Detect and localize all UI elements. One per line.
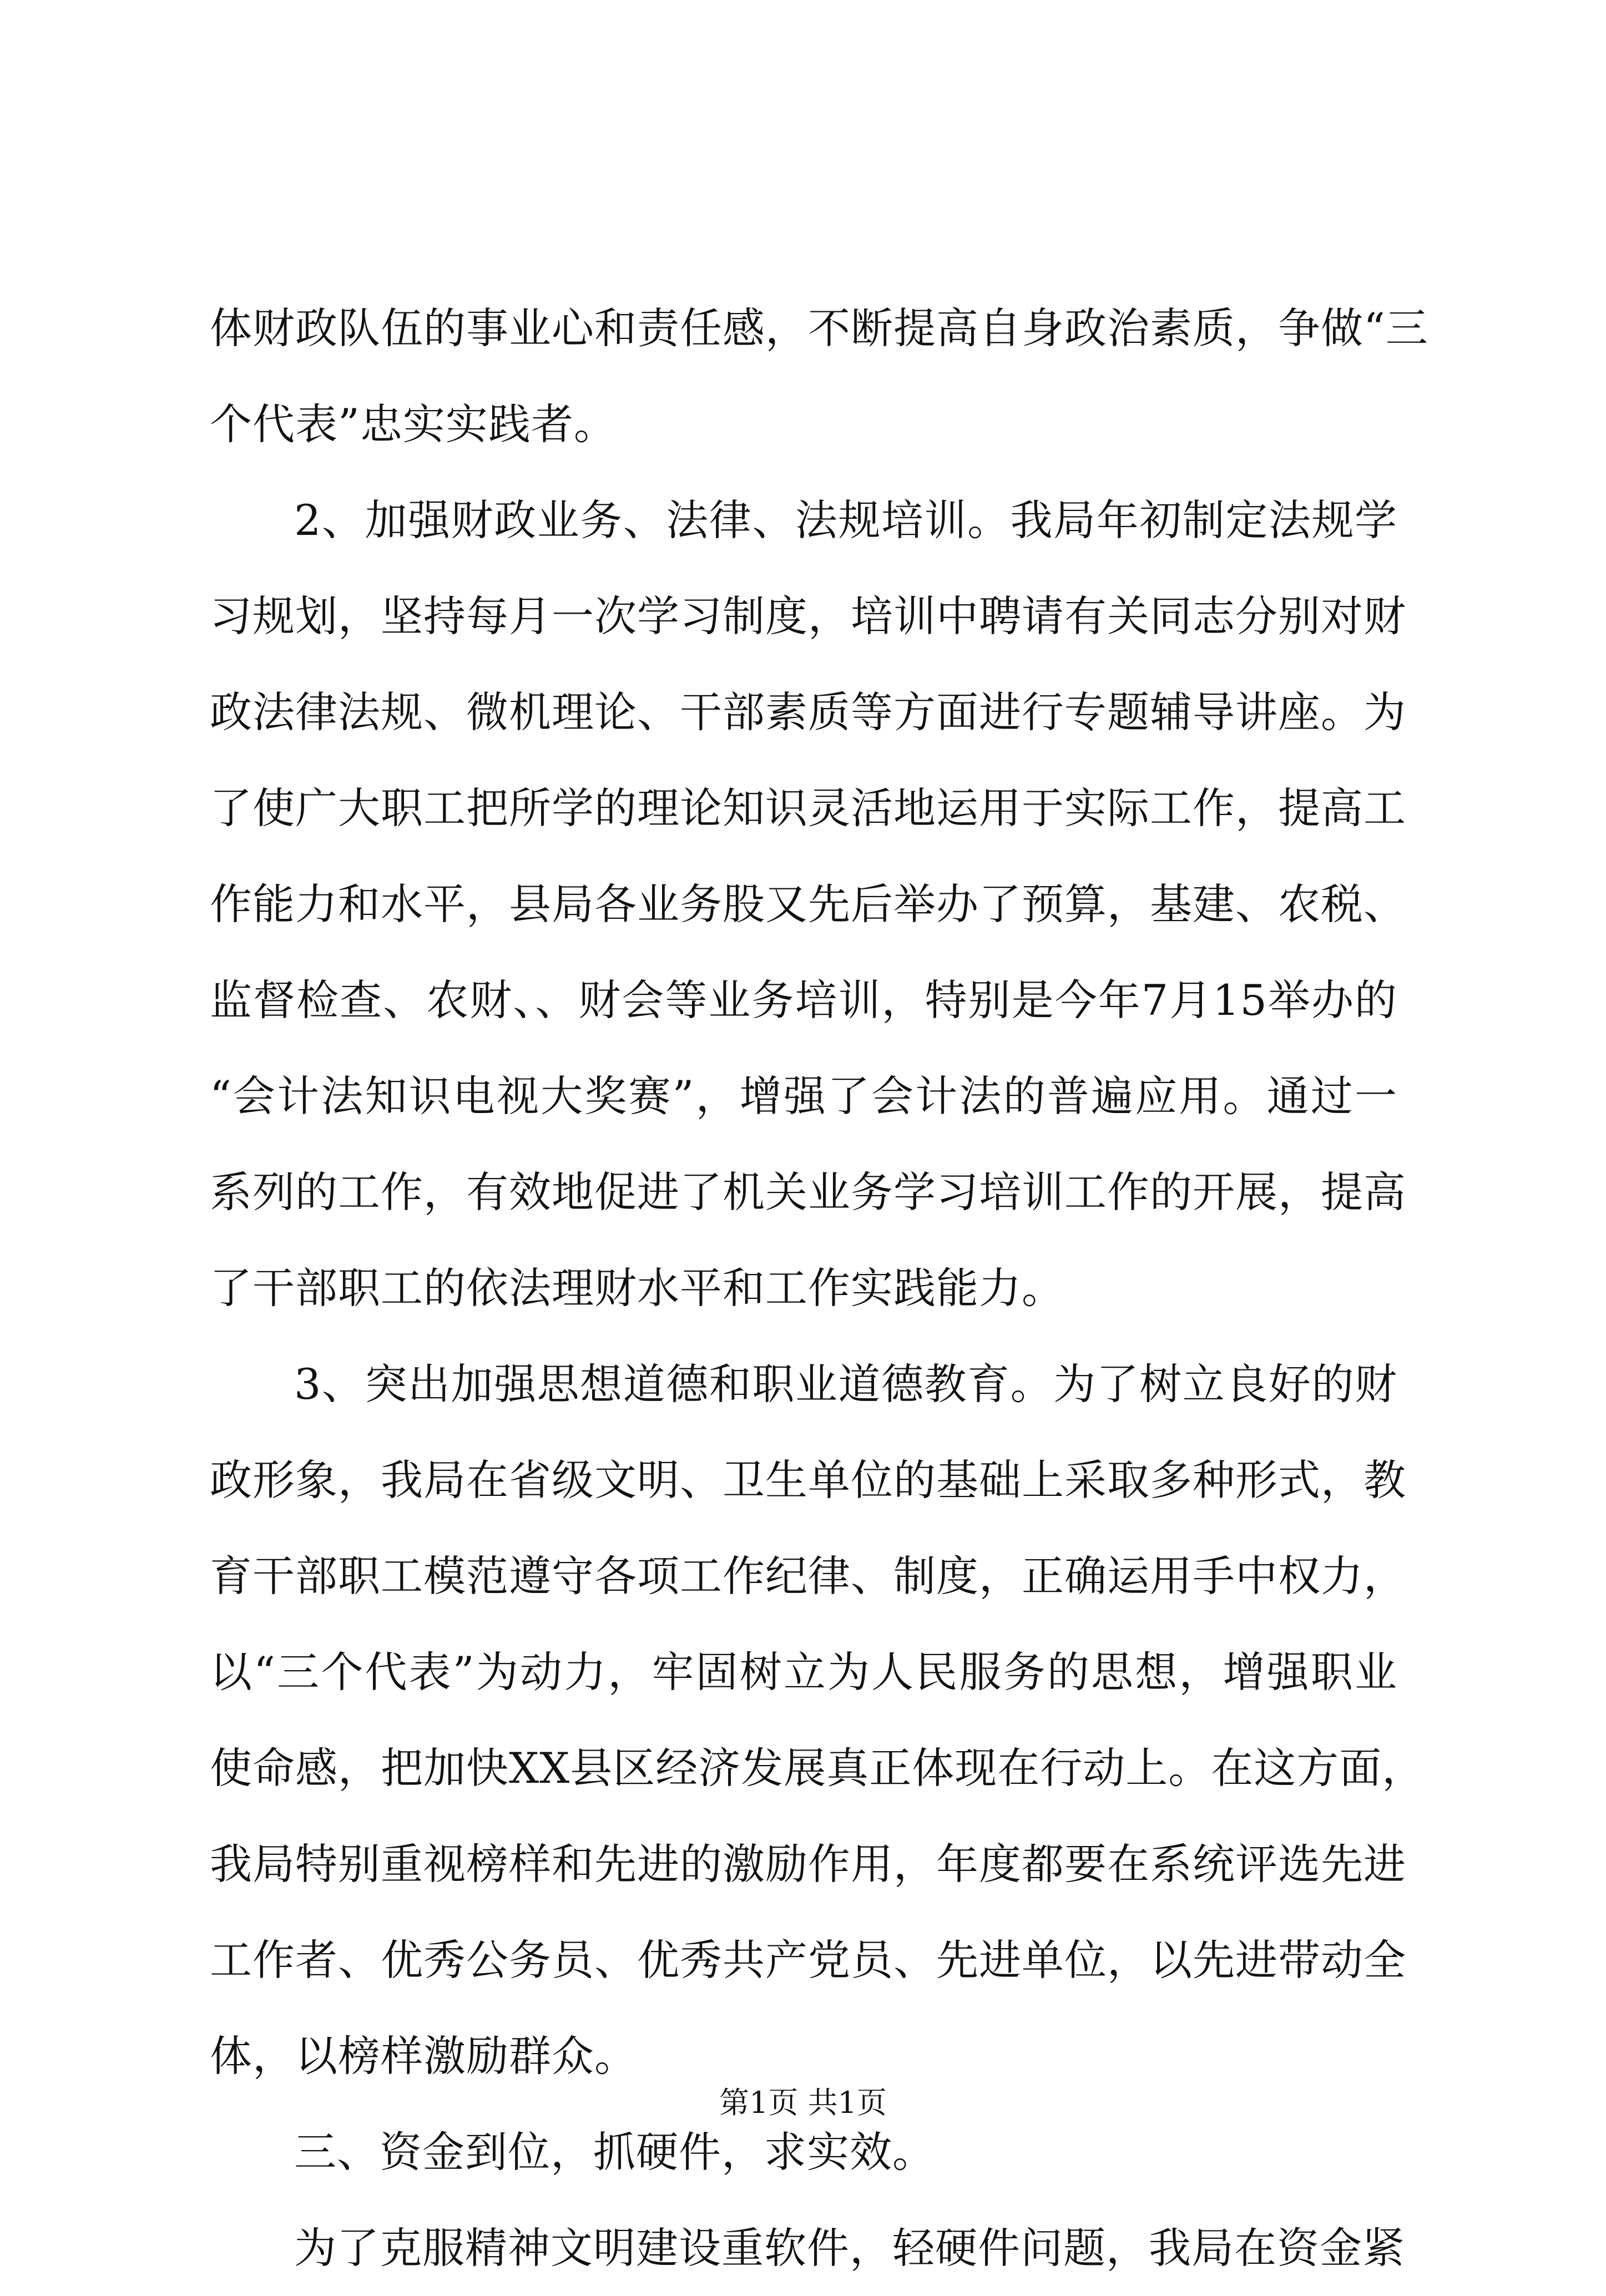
text-line: 使命感，把加快XX县区经济发展真正体现在行动上。在这方面， [210,1743,1425,1793]
text-line: 个代表”忠实实践者。 [210,399,617,449]
text-line: 育干部职工模范遵守各项工作纪律、制度，正确运用手中权力， [210,1551,1406,1601]
text-line: 习规划，坚持每月一次学习制度，培训中聘请有关同志分别对财 [210,591,1406,641]
paragraph-start-line: 3、突出加强思想道德和职业道德教育。为了树立良好的财 [294,1359,1397,1409]
paragraph-start-line: 2、加强财政业务、法律、法规培训。我局年初制定法规学 [294,495,1397,545]
text-line: 了使广大职工把所学的理论知识灵活地运用于实际工作，提高工 [210,783,1406,833]
text-line: 政法律法规、微机理论、干部素质等方面进行专题辅导讲座。为 [210,687,1406,737]
text-line: 监督检查、农财、、财会等业务培训，特别是今年7月15举办的 [210,975,1397,1025]
text-line: 了干部职工的依法理财水平和工作实践能力。 [210,1263,1064,1313]
text-line: 政形象，我局在省级文明、卫生单位的基础上采取多种形式，教 [210,1455,1406,1505]
text-line: “会计法知识电视大奖赛”，增强了会计法的普遍应用。通过一 [210,1071,1397,1121]
text-line: 体，以榜样激励群众。 [210,2031,637,2081]
text-line: 我局特别重视榜样和先进的激励作用，年度都要在系统评选先进 [210,1839,1406,1889]
text-line: 作能力和水平，县局各业务股又先后举办了预算，基建、农税、 [210,879,1406,929]
text-line: 工作者、优秀公务员、优秀共产党员、先进单位，以先进带动全 [210,1935,1406,1985]
page-footer: 第1页 共1页 [719,2085,887,2120]
text-line: 体财政队伍的事业心和责任感，不断提高自身政治素质，争做“三 [210,304,1428,353]
body-text [210,280,1428,2296]
section-heading: 三、资金到位，抓硬件，求实效。 [294,2127,935,2177]
text-line: 系列的工作，有效地促进了机关业务学习培训工作的开展，提高 [210,1167,1406,1217]
text-line: 以“三个代表”为动力，牢固树立为人民服务的思想，增强职业 [210,1647,1397,1697]
paragraph-start-line: 为了克服精神文明建设重软件，轻硬件问题，我局在资金紧 [294,2223,1405,2273]
